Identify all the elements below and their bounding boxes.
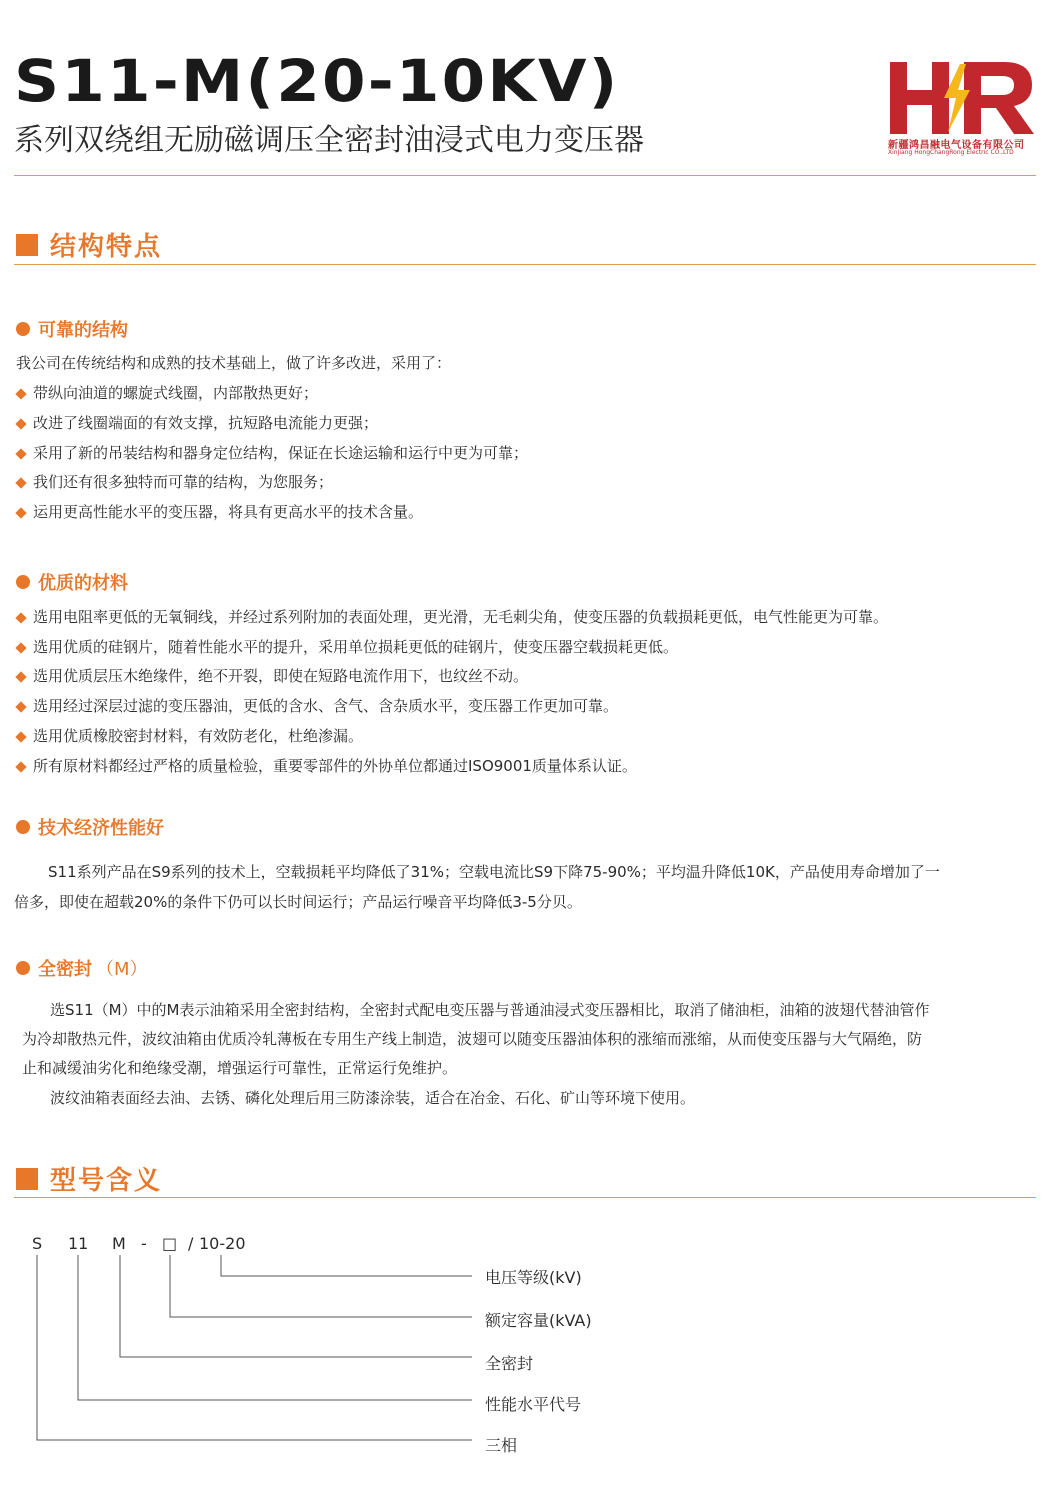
diamond-bullet-icon bbox=[15, 671, 26, 682]
list-item: 改进了线圈端面的有效支撑，抗短路电流能力更强； bbox=[14, 416, 378, 431]
list-item: 选用优质的硅钢片，随着性能水平的提升，采用单位损耗更低的硅钢片，使变压器空载损耗更低。 bbox=[14, 640, 678, 655]
model-code-slash: / bbox=[188, 1234, 194, 1253]
logo-company-en: XinJiang HongChangRong Electric CO.,LTD bbox=[888, 149, 1014, 156]
dot-bullet-icon bbox=[16, 961, 30, 975]
model-code-box: □ bbox=[162, 1234, 178, 1253]
model-label-sealed: 全密封 bbox=[485, 1354, 534, 1373]
section-divider bbox=[14, 1197, 1036, 1198]
model-label-capacity: 额定容量(kVA) bbox=[485, 1311, 592, 1330]
diamond-bullet-icon bbox=[15, 507, 26, 518]
section-heading-model: 型号含义 bbox=[16, 1160, 162, 1197]
logo-company-cn: 新疆鸿昌融电气设备有限公司 bbox=[888, 140, 1025, 151]
diamond-bullet-icon bbox=[15, 388, 26, 399]
sealed-paragraph-line: 选S11（M）中的M表示油箱采用全密封结构，全密封式配电变压器与普通油浸式变压器相比，取消了储油柜，油箱的波翅代替油管作 bbox=[50, 1001, 930, 1019]
list-item: 所有原材料都经过严格的质量检验，重要零部件的外协单位都通过ISO9001质量体系认证。 bbox=[14, 759, 637, 774]
model-label-voltage: 电压等级(kV) bbox=[485, 1268, 582, 1287]
dot-bullet-icon bbox=[16, 322, 30, 336]
model-code-11: 11 bbox=[68, 1234, 89, 1253]
subheading-materials: 优质的材料 bbox=[16, 569, 128, 595]
page-title: S11-M(20-10KV) bbox=[14, 47, 620, 115]
list-item: 选用优质层压木绝缘件，绝不开裂，即使在短路电流作用下，也纹丝不动。 bbox=[14, 669, 528, 684]
list-item: 运用更高性能水平的变压器，将具有更高水平的技术含量。 bbox=[14, 505, 423, 520]
list-item: 采用了新的吊装结构和器身定位结构，保证在长途运输和运行中更为可靠； bbox=[14, 446, 528, 461]
model-code-m: M bbox=[112, 1234, 126, 1253]
dot-bullet-icon bbox=[16, 820, 30, 834]
list-item: 选用电阻率更低的无氧铜线，并经过系列附加的表面处理，更光滑，无毛刺尖角，使变压器的负载损耗更低，电气性能更为可靠。 bbox=[14, 610, 888, 625]
sealed-paragraph-line: 为冷却散热元件，波纹油箱由优质冷轧薄板在专用生产线上制造，波翅可以随变压器油体积的涨缩而涨缩，从而使变压器与大气隔绝，防 bbox=[22, 1030, 923, 1048]
model-label-three-phase: 三相 bbox=[485, 1436, 518, 1455]
page-subtitle: 系列双绕组无励磁调压全密封油浸式电力变压器 bbox=[14, 123, 644, 158]
list-item: 我们还有很多独特而可靠的结构，为您服务； bbox=[14, 475, 333, 490]
reliable-intro: 我公司在传统结构和成熟的技术基础上，做了许多改进，采用了： bbox=[16, 354, 452, 372]
sealed-paragraph-line: 波纹油箱表面经去油、去锈、磷化处理后用三防漆涂装，适合在冶金、石化、矿山等环境下使用。 bbox=[50, 1089, 696, 1107]
list-item: 带纵向油道的螺旋式线圈，内部散热更好； bbox=[14, 386, 318, 401]
diamond-bullet-icon bbox=[15, 642, 26, 653]
list-item: 选用经过深层过滤的变压器油，更低的含水、含气、含杂质水平，变压器工作更加可靠。 bbox=[14, 699, 618, 714]
diamond-bullet-icon bbox=[15, 418, 26, 429]
diamond-bullet-icon bbox=[15, 731, 26, 742]
section-heading-structure: 结构特点 bbox=[16, 226, 162, 263]
diamond-bullet-icon bbox=[15, 701, 26, 712]
model-code-dash: - bbox=[141, 1234, 147, 1253]
diamond-bullet-icon bbox=[15, 761, 26, 772]
square-bullet-icon bbox=[16, 234, 38, 256]
square-bullet-icon bbox=[16, 1168, 38, 1190]
economy-paragraph-line: S11系列产品在S9系列的技术上，空载损耗平均降低了31%；空载电流比S9下降75-90%；平均温升降低10K，产品使用寿命增加了一 bbox=[48, 863, 940, 881]
model-label-performance: 性能水平代号 bbox=[485, 1395, 582, 1414]
list-item: 选用优质橡胶密封材料，有效防老化，杜绝渗漏。 bbox=[14, 729, 363, 744]
model-connector-lines bbox=[0, 1250, 500, 1450]
dot-bullet-icon bbox=[16, 575, 30, 589]
sealed-paragraph-line: 止和减缓油劣化和绝缘受潮，增强运行可靠性，正常运行免维护。 bbox=[22, 1059, 458, 1077]
subheading-sealed: 全密封 （M） bbox=[16, 955, 148, 981]
model-code-s: S bbox=[32, 1234, 43, 1253]
economy-paragraph-line: 倍多，即使在超载20%的条件下仍可以长时间运行；产品运行噪音平均降低3-5分贝。 bbox=[14, 893, 582, 911]
subheading-reliable: 可靠的结构 bbox=[16, 316, 128, 342]
model-code-voltage: 10-20 bbox=[199, 1234, 246, 1253]
header-divider bbox=[14, 175, 1036, 176]
subheading-economy: 技术经济性能好 bbox=[16, 814, 164, 840]
diamond-bullet-icon bbox=[15, 477, 26, 488]
diamond-bullet-icon bbox=[15, 612, 26, 623]
diamond-bullet-icon bbox=[15, 448, 26, 459]
section-divider bbox=[14, 264, 1036, 265]
